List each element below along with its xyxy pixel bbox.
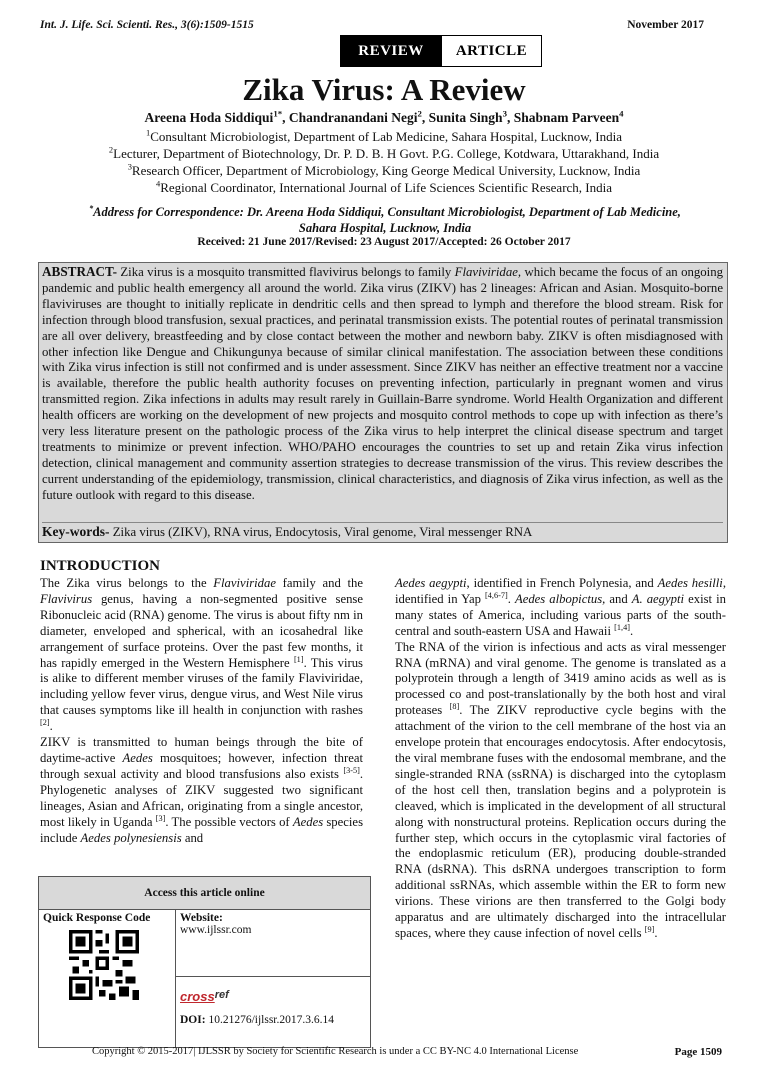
text-run: exist in many states of America, including various parts of the south-central and south-eastern USA and Hawaii (395, 591, 726, 638)
article-type-badge (340, 35, 542, 67)
italic-term: Flaviviridae (213, 576, 276, 590)
doi-cell (176, 977, 371, 1048)
italic-term: Aedes polynesiensis (80, 830, 182, 845)
text-run: ZIKV is transmitted to human beings through the bite of daytime-active (40, 735, 363, 765)
text-run: , identified in Yap (395, 576, 726, 606)
intro-paragraph-1 (40, 576, 363, 735)
website-label: Website: (180, 912, 223, 924)
affiliation-1-text: Consultant Microbiologist, Department of Lab Medicine, Sahara Hospital, Lucknow, India (150, 129, 622, 144)
italic-term: Aedes aegypti (395, 576, 467, 590)
citation-ref: [3-5] (343, 765, 360, 775)
citation-ref: [8] (449, 702, 460, 712)
abstract-part-2: which became the focus of an ongoing pandemic and public health emergency all around the world. Zika virus (ZIKV) has 2 lineages: African and Asian. Mosquito-borne flaviviruses are thought to initially replicate in dendritic cells and then spread to lymph and therefore the blood stream. Risk for infection through blood transfusion, sexual practices, and perinatal transmission exists. The potential routes of perinatal transmission are all over delivery, breastfeeding and by close contact between the mother and newborn baby. ZIKV is often misdiagnosed with other infection like Dengue and Chikungunya because of similar clinical manifestation. The association between these conditions with Zika virus infection is still not confirmed and is under assessment. Since ZIKV has neither an effective treatment nor a vaccine is available, therefore the public health authority focuses on preventing infection, particularly in pregnant women and virus transmitted region. Zika infections in adults may result rarely in Guillain-Barre syndrome. World Health Organization and different health officers are working on the development of new projects and mosquito control methods to cope up with infection as there’s very less literature present on the pathologic process of the Zika virus to help interpret the clinical disease spectrum and target treatments to minimize or prevent infection. WHO/PAHO encourages the countries to set up and retain Zika virus infection detection, clinical management and community assertion strategies to decrease transmission of the virus. This review describes the current understanding of the epidemiology, transmission, clinical characteristics, and diagnosis of Zika virus infection, as well as the future outlook with regard to this disease. (42, 265, 724, 502)
left-column (40, 576, 363, 846)
citation-ref: [2] (40, 717, 50, 727)
correspondence-line-1: Address for Correspondence: Dr. Areena Hoda Siddiqui, Consultant Microbiologist, Department of Lab Medicine, (93, 205, 681, 219)
affiliation-4-mark: 4 (155, 178, 161, 189)
crossref-logo-icon[interactable] (180, 989, 366, 1004)
author-1: Areena Hoda Siddiqui (144, 110, 274, 125)
affiliation-1-mark: 1 (146, 127, 151, 138)
qr-label: Quick Response Code (43, 912, 151, 924)
correspondence-address (40, 204, 730, 236)
author-4-mark: 4 (619, 108, 624, 119)
author-list (0, 110, 768, 126)
affiliation-4 (0, 179, 768, 196)
affiliation-3-text: Research Officer, Department of Microbiology, King George Medical University, Lucknow, India (131, 163, 641, 178)
access-article-box (38, 876, 371, 1048)
italic-term: A. aegypti (631, 591, 685, 606)
qr-cell (39, 910, 176, 1048)
section-heading-introduction: INTRODUCTION (40, 558, 161, 574)
author-3-mark: 3 (502, 108, 507, 119)
abstract-part-1: Zika virus is a mosquito transmitted flavivirus belongs to family (117, 265, 455, 279)
affiliation-2-mark: 2 (108, 144, 114, 155)
text-run: . Phylogenetic analyses of ZIKV suggested two significant lineages, Asian and African, originating from a single ancestor, most likely in Uganda (40, 766, 363, 829)
qr-code-icon[interactable] (69, 930, 139, 1000)
received-dates: Received: 21 June 2017/Revised: 23 August 2017/Accepted: 26 October 2017 (197, 236, 571, 248)
journal-citation: Int. J. Life. Sci. Scienti. Res., 3(6):1509-1515 (40, 19, 254, 31)
paper-title: Zika Virus: A Review (242, 72, 526, 107)
keywords-text: Zika virus (ZIKV), RNA virus, Endocytosis, Viral genome, Viral messenger RNA (109, 525, 533, 539)
text-run: . The ZIKV reproductive cycle begins with the attachment of the virion to the cell membrane of the host via an envelope protein that encourages endocytosis. After endocytosis, the viral membrane fuses with the endosomal membrane, and the single-stranded RNA (ssRNA) is discharged into the cytoplasm of the host cell then, translation begins and a polyprotein is cleaved, which is implicated in the development of all structural along with nonstructural proteins. Replication occurs during the further step, which occurs in the cytoplasmic viral factories of the endoplasmic reticulum (ER), producing double-stranded RNA (dsRNA). This dsRNA undergoes transcription to form additional ssRNAs, which assemble within the ER to form new virions. These virions are then transferred to the Golgi body apparatus and are ultimately discharged into the intracellular spaces, where they cause infection of novel cells (395, 703, 727, 940)
author-1-mark: 1* (273, 108, 283, 119)
italic-term: Aedes albopictus, (514, 591, 606, 606)
abstract-label: ABSTRACT- (42, 264, 117, 279)
text-run: . (629, 623, 634, 638)
text-run: mosquitoes; however, infection threat through sexual activity and blood transfusions also exists (40, 750, 363, 781)
author-2: , Chandranandani Negi (282, 110, 418, 125)
crossref-logo-part: ref (214, 989, 229, 1001)
text-run: The RNA of the virion is infectious and acts as viral messenger RNA (mRNA) and viral genome. The genome is translated as a polyprotein through a length of 3419 amino acids as well as is processed co and post-translationally by the both host and viral proteases (395, 639, 726, 718)
text-run: . (654, 925, 658, 940)
citation-ref: [3] (155, 813, 166, 823)
affiliation-2 (0, 145, 768, 162)
access-heading: Access this article online (39, 877, 371, 910)
author-4: , Shabnam Parveen (506, 110, 620, 125)
badge-review: REVIEW (341, 36, 441, 66)
issue-date: November 2017 (627, 19, 704, 31)
citation-ref: [4,6-7] (485, 590, 508, 600)
text-run: species include (40, 814, 364, 845)
affiliation-3 (0, 162, 768, 179)
page-number: Page 1509 (674, 1046, 722, 1058)
text-run: and (605, 591, 632, 606)
right-column (395, 576, 726, 942)
affiliation-3-mark: 3 (127, 161, 132, 172)
italic-term: Aedes (292, 814, 324, 829)
citation-ref: [1,4] (614, 622, 630, 632)
author-3: , Sunita Singh (421, 110, 503, 125)
text-run: , identified in French Polynesia, and (466, 576, 658, 590)
crossref-logo-part: cross (180, 989, 215, 1004)
text-run: . (507, 591, 515, 606)
abstract-text (42, 264, 723, 504)
text-run: . This virus is alike to different member viruses of the family Flaviviridae, including yellow fever virus, dengue virus, and West Nile virus that causes symptoms like ill health in conjunction with rashes (40, 655, 363, 718)
intro-paragraph-3 (395, 576, 726, 640)
website-link[interactable]: www.ijlssr.com (180, 924, 252, 936)
doi-value[interactable]: 10.21276/ijlssr.2017.3.6.14 (205, 1014, 334, 1026)
text-run: and (181, 830, 204, 845)
correspondence-line-2: Sahara Hospital, Lucknow, India (298, 221, 472, 235)
copyright-footer: Copyright © 2015-2017| IJLSSR by Society for Scientific Research is under a CC BY-NC 4.0 International License (92, 1046, 579, 1057)
correspondence-mark: * (89, 203, 94, 213)
citation-ref: [1] (293, 654, 304, 664)
text-run: . (49, 719, 53, 734)
italic-term: Aedes (122, 750, 153, 765)
abstract-box (38, 262, 728, 543)
intro-paragraph-2 (40, 735, 363, 846)
affiliation-2-text: Lecturer, Department of Biotechnology, Dr. P. D. B. H Govt. P.G. College, Kotdwara, Uttarakhand, India (113, 146, 660, 161)
text-run: . The possible vectors of (165, 814, 293, 829)
abstract-italic-family: Flaviviridae, (454, 265, 522, 279)
author-2-mark: 2 (417, 108, 422, 119)
italic-term: Aedes hesilli (657, 576, 723, 590)
doi-label: DOI: (180, 1014, 206, 1026)
keywords (42, 522, 723, 540)
website-cell (176, 910, 371, 977)
affiliation-1 (0, 128, 768, 145)
intro-paragraph-4 (395, 640, 726, 942)
italic-term: Flavivirus (40, 591, 93, 606)
text-run: family and the (276, 576, 363, 590)
affiliation-4-text: Regional Coordinator, International Journal of Life Sciences Scientific Research, India (160, 180, 613, 195)
text-run: The Zika virus belongs to the (40, 576, 214, 590)
badge-article: ARTICLE (441, 36, 541, 66)
citation-ref: [9] (644, 924, 655, 934)
keywords-label: Key-words- (42, 524, 110, 539)
text-run: genus, having a non-segmented positive sense Ribonucleic acid (RNA) genome. The virus is about fifty nm in diameter, enveloped and spherical, with an icosahedral like arrangement of surface proteins. Over the past few months, it has rapidly emerged in the Western Hemisphere (40, 591, 363, 670)
